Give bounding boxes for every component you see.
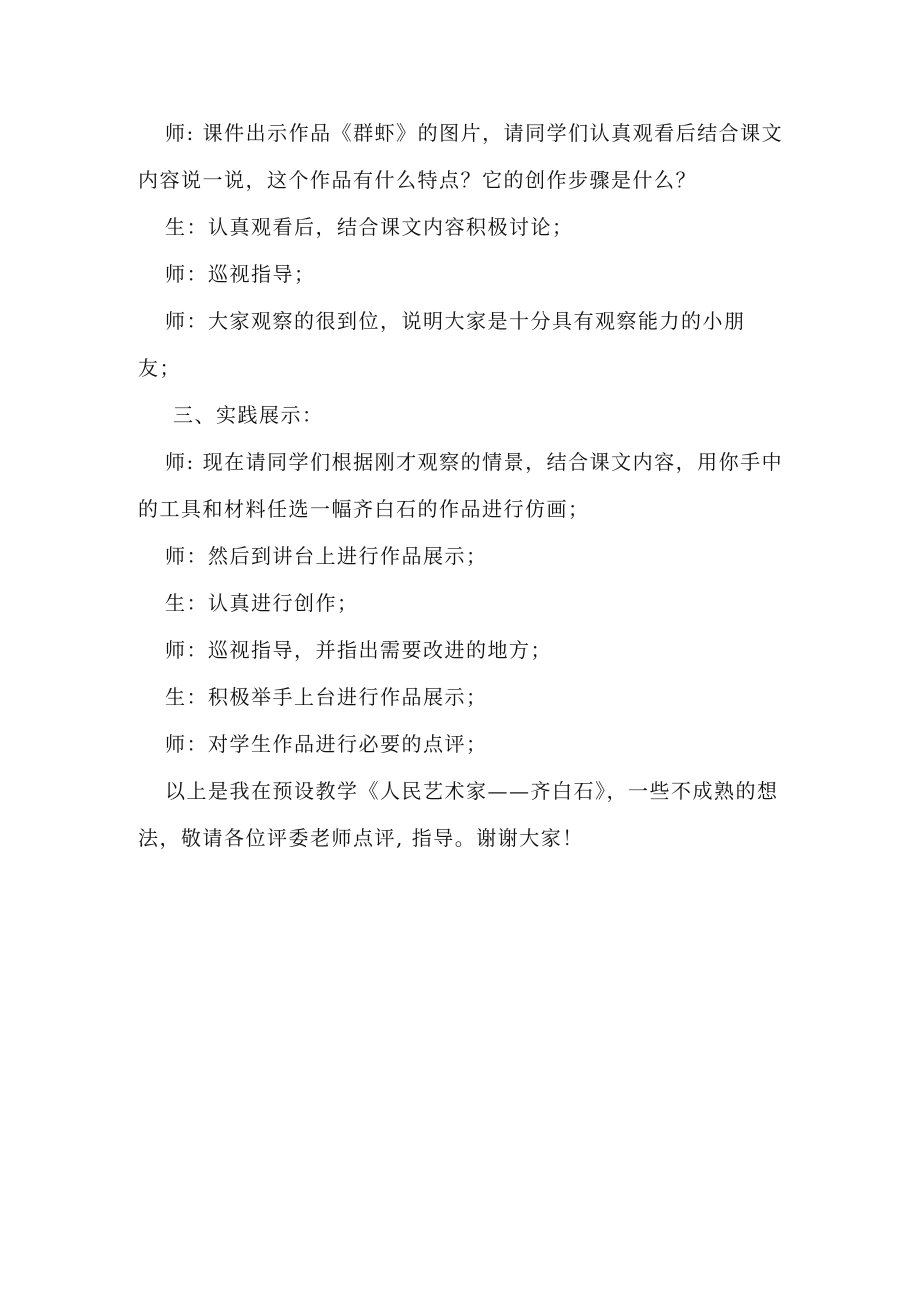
section-heading-practice: 三、实践展示： [173, 403, 324, 427]
paragraph-student-discuss: 生：认真观看后，结合课文内容积极讨论； [165, 215, 574, 239]
paragraph-teacher-present: 师：然后到讲台上进行作品展示； [165, 544, 488, 568]
paragraph-teacher-improve: 师：巡视指导，并指出需要改进的地方； [165, 638, 552, 662]
paragraph-teacher-praise: 师：大家观察的很到位，说明大家是十分具有观察能力的小朋友； [138, 309, 746, 380]
paragraph-teacher-imitate: 师: 现在请同学们根据刚才观察的情景，结合课文内容，用你手中的工具和材料任选一幅齐白石的作品进行仿画； [138, 450, 784, 521]
paragraph-student-create: 生：认真进行创作； [165, 591, 359, 615]
paragraph-student-show: 生：积极举手上台进行作品展示； [165, 685, 488, 709]
paragraph-teacher-show-shrimp: 师: 课件出示作品《群虾》的图片，请同学们认真观看后结合课文内容说一说，这个作品有什么特点？它的创作步骤是什么？ [138, 121, 784, 192]
paragraph-closing: 以上是我在预设教学《人民艺术家——齐白石》，一些不成熟的想法，敬请各位评委老师点评, 指导。谢谢大家！ [138, 779, 779, 850]
document-body [138, 110, 788, 862]
paragraph-teacher-guide: 师：巡视指导； [165, 262, 316, 286]
paragraph-teacher-comment: 师：对学生作品进行必要的点评； [165, 732, 488, 756]
